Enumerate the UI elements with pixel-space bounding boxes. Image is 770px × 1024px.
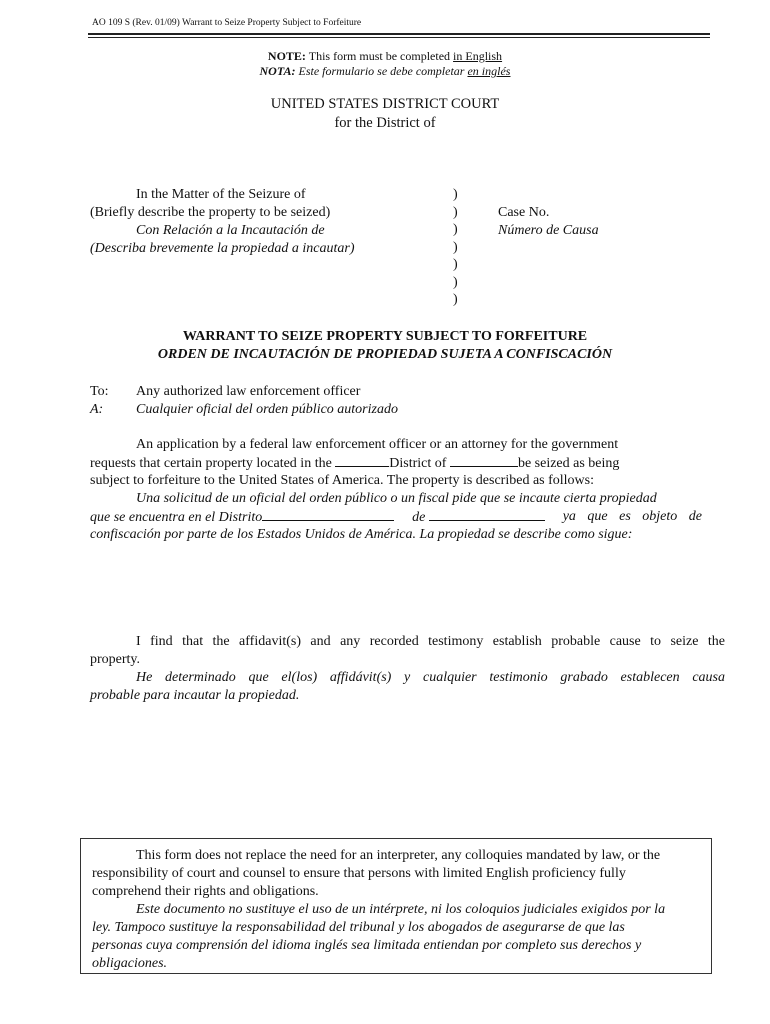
disclaimer-line-1: This form does not replace the need for an interpreter, any colloquies mandated by law, or the bbox=[136, 848, 661, 863]
to-label: To: bbox=[90, 384, 109, 399]
application-text: District of bbox=[389, 456, 447, 471]
application-es-line-1: Una solicitud de un oficial del orden público o un fiscal pide que se incaute cierta propiedad bbox=[136, 491, 657, 506]
note-underlined: in English bbox=[453, 49, 503, 63]
form-id-header: AO 109 S (Rev. 01/09) Warrant to Seize Property Subject to Forfeiture bbox=[92, 18, 362, 28]
caption-parens bbox=[453, 186, 458, 309]
disclaimer-es-line-3: personas cuya comprensión del idioma inglés sea limitada entiendan por completo sus derechos y bbox=[92, 938, 642, 953]
paren: ) bbox=[453, 274, 458, 290]
to-label-es: A: bbox=[90, 402, 104, 417]
finding-line-2: property. bbox=[90, 652, 141, 667]
application-line-2 bbox=[90, 454, 668, 473]
matter-line-4: (Describa brevemente la propiedad a incautar) bbox=[90, 241, 355, 256]
nota-text: Este formulario se debe completar bbox=[298, 64, 465, 78]
application-text: be seized as being bbox=[517, 456, 620, 471]
application-es-line-3: confiscación por parte de los Estados Unidos de América. La propiedad se describe como sigue: bbox=[90, 527, 633, 542]
header-rule bbox=[88, 33, 710, 35]
application-line-3: subject to forfeiture to the United States of America. The property is described as follows: bbox=[90, 473, 594, 488]
finding-line-1: I find that the affidavit(s) and any recorded testimony establish probable cause to seize the bbox=[136, 634, 725, 649]
paren: ) bbox=[453, 187, 458, 202]
note-label: NOTE: bbox=[267, 49, 306, 63]
disclaimer-es-line-4: obligaciones. bbox=[92, 956, 168, 971]
district-blank[interactable] bbox=[335, 454, 389, 467]
paren: ) bbox=[453, 257, 458, 272]
paren: ) bbox=[453, 292, 458, 307]
matter-line-2: (Briefly describe the property to be seized) bbox=[90, 205, 331, 220]
nota-label: NOTA: bbox=[259, 64, 296, 78]
document-title: WARRANT TO SEIZE PROPERTY SUBJECT TO FORFEITURE bbox=[182, 329, 588, 344]
application-line-1: An application by a federal law enforcement officer or an attorney for the government bbox=[136, 437, 619, 452]
finding-es-line-1: He determinado que el(los) affidávit(s) y cualquier testimonio grabado establecen causa bbox=[136, 670, 725, 685]
finding-es-line-2: probable para incautar la propiedad. bbox=[90, 688, 300, 703]
to-recipient-es: Cualquier oficial del orden público autorizado bbox=[136, 402, 398, 417]
note-text: This form must be completed bbox=[308, 49, 451, 63]
paren: ) bbox=[453, 204, 458, 220]
to-recipient: Any authorized law enforcement officer bbox=[136, 384, 361, 399]
disclaimer-line-3: comprehend their rights and obligations. bbox=[92, 884, 319, 899]
application-text-es: de bbox=[412, 508, 545, 527]
application-text-es: ya que es objeto de bbox=[562, 509, 702, 524]
disclaimer-es-line-2: ley. Tampoco sustituye la responsabilidad del tribunal y los abogados de asegurarse de que las bbox=[92, 920, 625, 935]
note-english bbox=[0, 49, 770, 64]
application-es-line-2 bbox=[90, 508, 702, 527]
header-rule-secondary bbox=[88, 37, 710, 38]
application-text: requests that certain property located in the bbox=[90, 456, 332, 471]
district-of-blank[interactable] bbox=[450, 454, 518, 467]
application-text-es: que se encuentra en el Distrito bbox=[90, 508, 394, 527]
paren: ) bbox=[453, 239, 458, 255]
case-number-label: Case No. bbox=[498, 205, 550, 220]
de-blank[interactable] bbox=[429, 508, 545, 521]
note-spanish bbox=[0, 64, 770, 79]
disclaimer-es-line-1: Este documento no sustituye el uso de un intérprete, ni los coloquios judiciales exigidos por la bbox=[136, 902, 666, 917]
nota-underlined: en inglés bbox=[467, 64, 511, 78]
matter-line-3: Con Relación a la Incautación de bbox=[136, 223, 325, 238]
matter-line-1: In the Matter of the Seizure of bbox=[136, 187, 306, 202]
disclaimer-line-2: responsibility of court and counsel to ensure that persons with limited English proficiency fully bbox=[92, 866, 626, 881]
court-name: UNITED STATES DISTRICT COURT bbox=[270, 96, 500, 112]
case-number-label-es: Número de Causa bbox=[498, 223, 599, 238]
document-title-es: ORDEN DE INCAUTACIÓN DE PROPIEDAD SUJETA A CONFISCACIÓN bbox=[157, 347, 613, 362]
paren: ) bbox=[453, 222, 458, 237]
distrito-blank[interactable] bbox=[262, 508, 394, 521]
court-district: for the District of bbox=[334, 115, 436, 131]
